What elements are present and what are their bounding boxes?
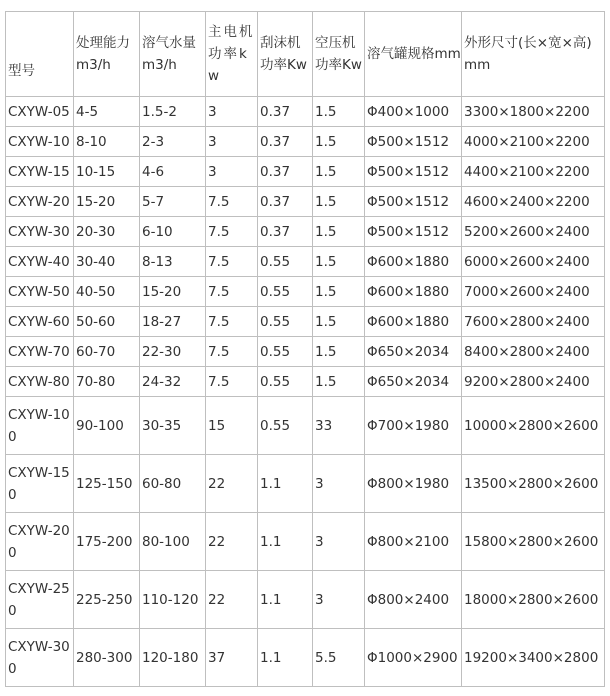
table-row [6,157,605,187]
cell-tank-spec: Φ650×2034 [365,337,462,367]
cell-tank-spec: Φ600×1880 [365,277,462,307]
cell-capacity: 40-50 [74,277,140,307]
cell-main-motor-power: 15 [206,397,258,455]
cell-compressor-power: 1.5 [313,337,365,367]
cell-capacity: 70-80 [74,367,140,397]
cell-model: CXYW-15 [6,157,74,187]
cell-dissolved-water: 2-3 [140,127,206,157]
cell-compressor-power: 1.5 [313,187,365,217]
cell-tank-spec: Φ700×1980 [365,397,462,455]
cell-dimensions: 9200×2800×2400 [462,367,605,397]
cell-tank-spec: Φ600×1880 [365,307,462,337]
cell-compressor-power: 3 [313,513,365,571]
cell-main-motor-power: 7.5 [206,187,258,217]
header-tank-spec: 溶气罐规格mm [365,12,462,97]
table-row [6,187,605,217]
cell-model: CXYW-300 [6,629,74,687]
cell-capacity: 10-15 [74,157,140,187]
cell-scraper-power: 0.55 [258,307,313,337]
cell-tank-spec: Φ500×1512 [365,187,462,217]
cell-main-motor-power: 7.5 [206,307,258,337]
cell-main-motor-power: 22 [206,571,258,629]
cell-compressor-power: 1.5 [313,217,365,247]
cell-model: CXYW-30 [6,217,74,247]
cell-scraper-power: 0.55 [258,337,313,367]
cell-dissolved-water: 60-80 [140,455,206,513]
table-row [6,571,605,629]
cell-model: CXYW-200 [6,513,74,571]
cell-dimensions: 7600×2800×2400 [462,307,605,337]
cell-compressor-power: 1.5 [313,97,365,127]
table-row [6,455,605,513]
header-dissolved-water: 溶气水量m3/h [140,12,206,97]
cell-compressor-power: 3 [313,571,365,629]
cell-model: CXYW-150 [6,455,74,513]
cell-main-motor-power: 7.5 [206,217,258,247]
cell-tank-spec: Φ500×1512 [365,127,462,157]
cell-dissolved-water: 4-6 [140,157,206,187]
header-model: 型号 [6,12,74,97]
cell-dissolved-water: 110-120 [140,571,206,629]
cell-tank-spec: Φ500×1512 [365,157,462,187]
cell-main-motor-power: 7.5 [206,367,258,397]
cell-capacity: 50-60 [74,307,140,337]
header-row [6,12,605,97]
table-row [6,97,605,127]
header-compressor-power: 空压机功率Kw [313,12,365,97]
cell-dimensions: 7000×2600×2400 [462,277,605,307]
cell-tank-spec: Φ500×1512 [365,217,462,247]
cell-capacity: 20-30 [74,217,140,247]
cell-compressor-power: 1.5 [313,127,365,157]
cell-capacity: 225-250 [74,571,140,629]
cell-main-motor-power: 3 [206,97,258,127]
cell-main-motor-power: 22 [206,455,258,513]
cell-tank-spec: Φ800×2100 [365,513,462,571]
cell-dissolved-water: 1.5-2 [140,97,206,127]
cell-scraper-power: 0.55 [258,397,313,455]
cell-dissolved-water: 120-180 [140,629,206,687]
cell-main-motor-power: 22 [206,513,258,571]
cell-tank-spec: Φ600×1880 [365,247,462,277]
spec-table [5,11,605,687]
cell-model: CXYW-250 [6,571,74,629]
cell-tank-spec: Φ800×2400 [365,571,462,629]
table-row [6,217,605,247]
table-row [6,513,605,571]
cell-compressor-power: 33 [313,397,365,455]
cell-compressor-power: 5.5 [313,629,365,687]
cell-model: CXYW-80 [6,367,74,397]
cell-dimensions: 19200×3400×2800 [462,629,605,687]
cell-dissolved-water: 18-27 [140,307,206,337]
cell-dissolved-water: 22-30 [140,337,206,367]
cell-dissolved-water: 6-10 [140,217,206,247]
cell-model: CXYW-20 [6,187,74,217]
cell-scraper-power: 0.37 [258,187,313,217]
cell-model: CXYW-10 [6,127,74,157]
table-row [6,277,605,307]
cell-capacity: 8-10 [74,127,140,157]
cell-dimensions: 4600×2400×2200 [462,187,605,217]
cell-scraper-power: 0.55 [258,277,313,307]
cell-main-motor-power: 7.5 [206,277,258,307]
cell-scraper-power: 0.37 [258,157,313,187]
cell-compressor-power: 1.5 [313,157,365,187]
header-scraper-power: 刮沫机功率Kw [258,12,313,97]
table-row [6,629,605,687]
cell-compressor-power: 1.5 [313,247,365,277]
cell-scraper-power: 1.1 [258,455,313,513]
table-row [6,337,605,367]
cell-capacity: 60-70 [74,337,140,367]
cell-capacity: 90-100 [74,397,140,455]
cell-scraper-power: 1.1 [258,571,313,629]
cell-dimensions: 3300×1800×2200 [462,97,605,127]
cell-compressor-power: 1.5 [313,367,365,397]
cell-model: CXYW-70 [6,337,74,367]
cell-main-motor-power: 37 [206,629,258,687]
cell-model: CXYW-50 [6,277,74,307]
cell-dissolved-water: 15-20 [140,277,206,307]
cell-capacity: 30-40 [74,247,140,277]
cell-tank-spec: Φ800×1980 [365,455,462,513]
cell-dissolved-water: 24-32 [140,367,206,397]
cell-compressor-power: 1.5 [313,307,365,337]
cell-main-motor-power: 3 [206,157,258,187]
header-capacity: 处理能力m3/h [74,12,140,97]
cell-scraper-power: 0.37 [258,217,313,247]
table-row [6,397,605,455]
cell-dimensions: 4000×2100×2200 [462,127,605,157]
cell-dimensions: 10000×2800×2600 [462,397,605,455]
cell-capacity: 125-150 [74,455,140,513]
cell-dissolved-water: 30-35 [140,397,206,455]
table-row [6,247,605,277]
cell-scraper-power: 0.55 [258,367,313,397]
cell-capacity: 15-20 [74,187,140,217]
cell-main-motor-power: 7.5 [206,247,258,277]
cell-dimensions: 6000×2600×2400 [462,247,605,277]
cell-capacity: 175-200 [74,513,140,571]
cell-tank-spec: Φ650×2034 [365,367,462,397]
cell-tank-spec: Φ1000×2900 [365,629,462,687]
cell-model: CXYW-05 [6,97,74,127]
cell-dimensions: 15800×2800×2600 [462,513,605,571]
cell-scraper-power: 0.37 [258,97,313,127]
table-row [6,367,605,397]
cell-scraper-power: 1.1 [258,629,313,687]
table-row [6,127,605,157]
cell-compressor-power: 1.5 [313,277,365,307]
cell-model: CXYW-40 [6,247,74,277]
cell-dimensions: 18000×2800×2600 [462,571,605,629]
header-main-motor-power: 主电机功率kw [206,12,258,97]
cell-dissolved-water: 8-13 [140,247,206,277]
cell-dissolved-water: 5-7 [140,187,206,217]
cell-main-motor-power: 3 [206,127,258,157]
cell-dissolved-water: 80-100 [140,513,206,571]
cell-scraper-power: 1.1 [258,513,313,571]
cell-model: CXYW-60 [6,307,74,337]
cell-dimensions: 5200×2600×2400 [462,217,605,247]
header-dimensions: 外形尺寸(长×宽×高)mm [462,12,605,97]
cell-dimensions: 4400×2100×2200 [462,157,605,187]
cell-capacity: 4-5 [74,97,140,127]
cell-dimensions: 13500×2800×2600 [462,455,605,513]
cell-tank-spec: Φ400×1000 [365,97,462,127]
cell-model: CXYW-100 [6,397,74,455]
cell-capacity: 280-300 [74,629,140,687]
cell-scraper-power: 0.55 [258,247,313,277]
cell-compressor-power: 3 [313,455,365,513]
cell-scraper-power: 0.37 [258,127,313,157]
cell-dimensions: 8400×2800×2400 [462,337,605,367]
table-row [6,307,605,337]
cell-main-motor-power: 7.5 [206,337,258,367]
